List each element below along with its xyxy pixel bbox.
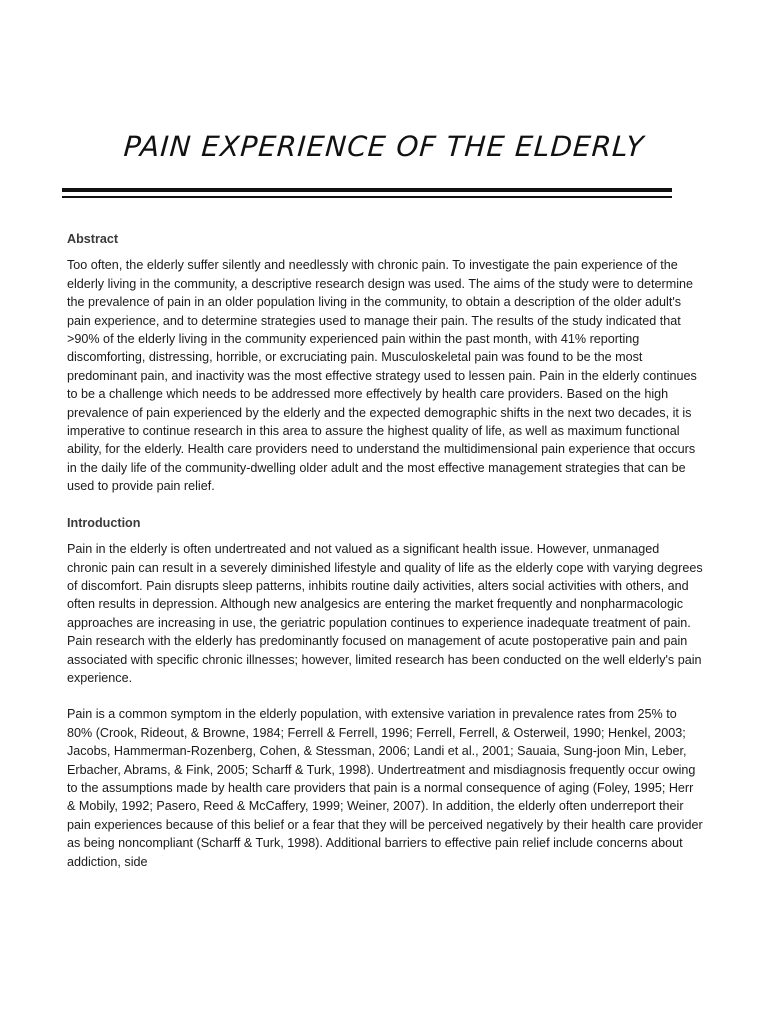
introduction-paragraph-1: Pain in the elderly is often undertreated and not valued as a significant health issue. However, unmanaged chronic pain can result in a severely diminished lifestyle and quality of life as the elderly cope with varying degrees of discomfort. Pain disrupts sleep patterns, inhibits routine daily activities, alters social activities with others, and often results in depression. Although new analgesics are entering the market frequently and nonpharmacologic approaches are increasing in use, the geriatric population continues to experience inadequate treatment of pain. Pain research with the elderly has predominantly focused on management of acute postoperative pain and pain associated with specific chronic illnesses; however, limited research has been conducted on the well elderly's pain experience. [67,542,703,685]
abstract-paragraph: Too often, the elderly suffer silently and needlessly with chronic pain. To investigate the pain experience of the elderly living in the community, a descriptive research design was used. The aims of the study were to determine the prevalence of pain in an older population living in the community, to obtain a description of the older adult's pain experience, and to determine strategies used to manage their pain. The results of the study indicated that >90% of the elderly living in the community experienced pain within the past month, with 41% reporting discomforting, distressing, horrible, or excruciating pain. Musculoskeletal pain was found to be the most predominant pain, and inactivity was the most effective strategy used to lessen pain. Pain in the elderly continues to be a challenge which needs to be addressed more effectively by health care providers. Based on the high prevalence of pain experienced by the elderly and the expected demographic shifts in the next two decades, it is imperative to continue research in this area to assure the highest quality of life, as well as maximum functional ability, for the elderly. Health care providers need to understand the multidimensional pain experience that occurs in the daily life of the community-dwelling older adult and the most effective management strategies that can be used to provide pain relief. [67,258,697,494]
introduction-paragraph-2: Pain is a common symptom in the elderly population, with extensive variation in prevalence rates from 25% to 80% (Crook, Rideout, & Browne, 1984; Ferrell & Ferrell, 1996; Ferrell, Ferrell, & Osterweil, 1990; Henkel, 2003; Jacobs, Hammerman-Rozenberg, Cohen, & Stessman, 2006; Landi et al., 2001; Sauaia, Sung-joon Min, Leber, Erbacher, Abrams, & Fink, 2005; Scharff & Turk, 1998). Undertreatment and misdiagnosis frequently occur owing to the assumptions made by health care providers that pain is a normal consequence of aging (Foley, 1995; Herr & Mobily, 1992; Pasero, Reed & McCaffery, 1999; Weiner, 2007). In addition, the elderly often underreport their pain experiences because of this belief or a fear that they will be perceived negatively by their health care provider as being noncompliant (Scharff & Turk, 1998). Additional barriers to effective pain relief include concerns about addiction, side [67,707,703,869]
document-title: PAIN EXPERIENCE OF THE ELDERLY [122,130,646,163]
introduction-heading: Introduction [67,515,141,530]
document-body [67,230,703,889]
title-rule-thin [62,196,672,198]
title-rule-thick [62,188,672,192]
abstract-heading: Abstract [67,232,119,246]
